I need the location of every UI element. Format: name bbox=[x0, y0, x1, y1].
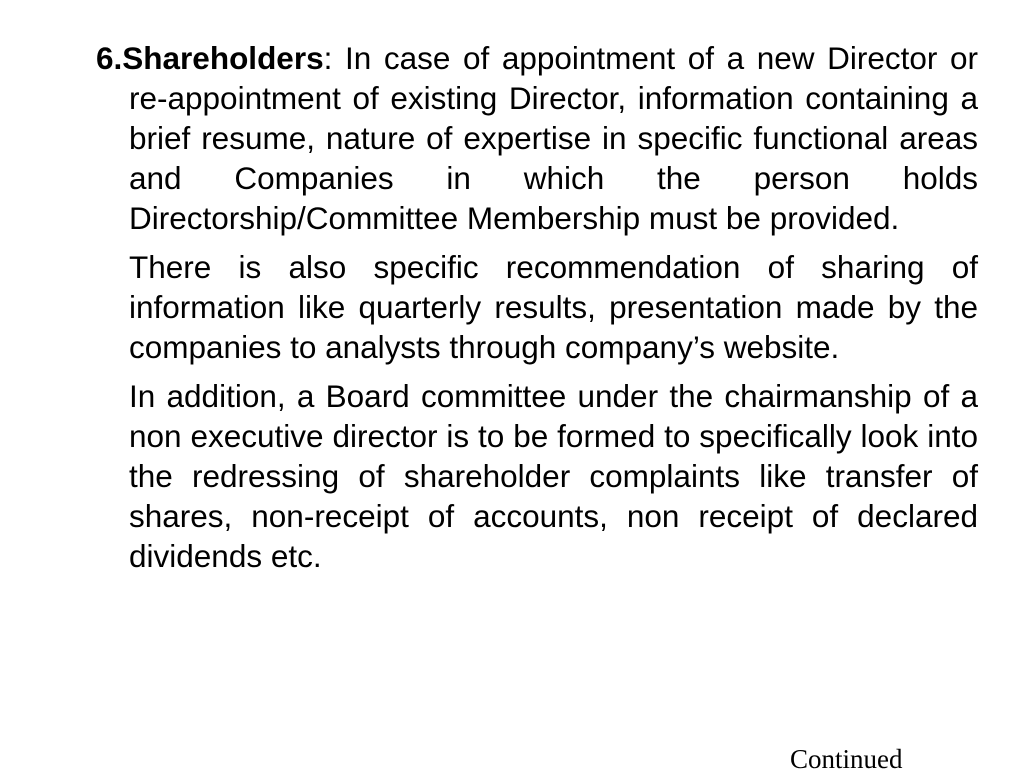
shareholders-paragraph bbox=[96, 38, 978, 238]
section-heading: Shareholders bbox=[122, 40, 324, 76]
section-intro-text: In case of appointment of a new Director or re-appointment of existing Director, information containing a brief resume, nature of expertise in specific functional areas and Companies in which the person holds Directorship/Committee Membership must be provided. bbox=[129, 40, 978, 236]
continued-label: Continued bbox=[790, 744, 903, 774]
board-committee-paragraph: In addition, a Board committee under the chairmanship of a non executive director is to be formed to specifically look into the redressing of shareholder complaints like transfer of shares, non-receipt of accounts, non receipt of declared dividends etc. bbox=[129, 378, 978, 574]
section-number: 6. bbox=[96, 40, 123, 76]
slide-body bbox=[96, 38, 978, 576]
heading-separator: : bbox=[323, 40, 333, 76]
info-sharing-paragraph: There is also specific recommendation of sharing of information like quarterly results, presentation made by the companies to analysts through company’s website. bbox=[129, 249, 978, 365]
